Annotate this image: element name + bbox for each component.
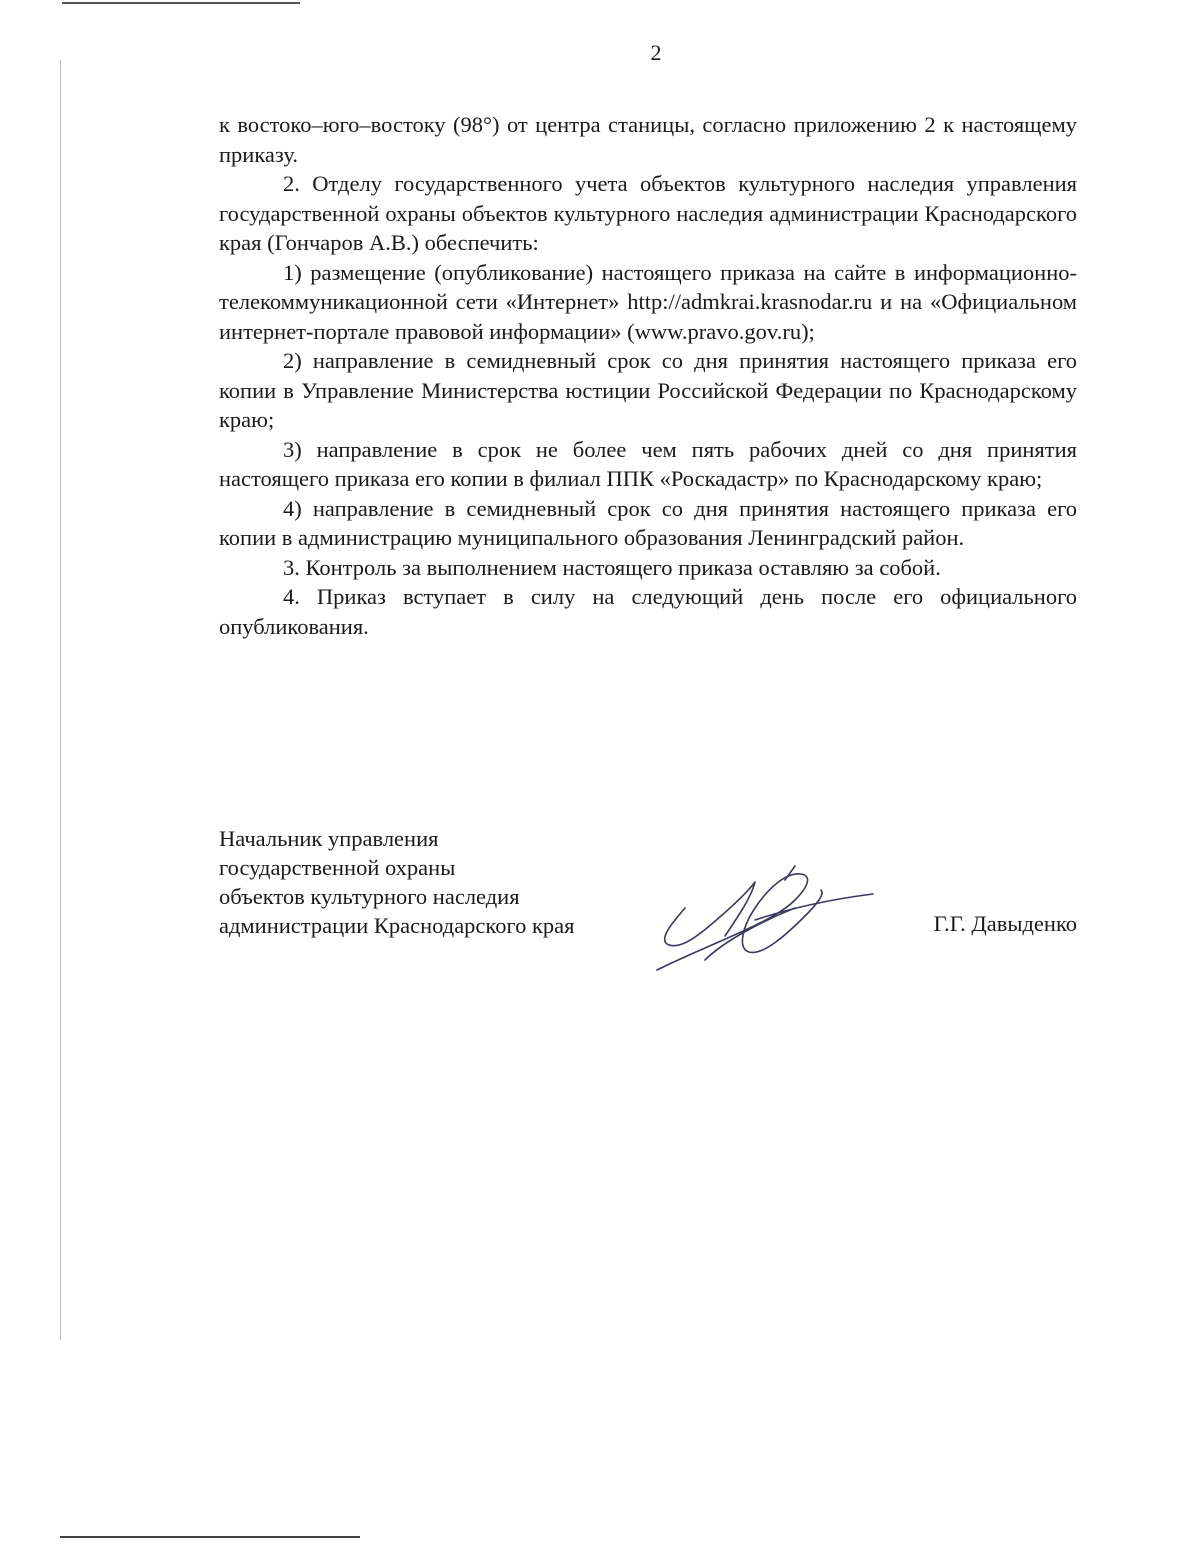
scan-edge-top — [62, 2, 300, 4]
handwritten-signature — [645, 860, 880, 980]
paragraph: 2) направление в семидневный срок со дня принятия настоящего приказа его копии в Управление Министерства юстиции Российской Федерации по Краснодарскому краю; — [219, 348, 1077, 432]
signature-stroke — [785, 866, 795, 880]
paragraph: 4) направление в семидневный срок со дня принятия настоящего приказа его копии в администрацию муниципального образования Ленинградский район. — [219, 495, 1077, 550]
paragraph: к востоко–юго–востоку (98°) от центра станицы, согласно приложению 2 к настоящему приказу. — [219, 112, 1077, 167]
paragraph: 3) направление в срок не более чем пять рабочих дней со дня принятия настоящего приказа его копии в филиал ППК «Роскадастр» по Краснодарскому краю; — [219, 436, 1077, 491]
paragraph: 2. Отделу государственного учета объектов культурного наследия управления государственной охраны объектов культурного наследия администрации Краснодарского края (Гончаров А.В.) обеспечить: — [219, 171, 1077, 255]
signatory-title-line: администрации Краснодарского края — [219, 913, 575, 938]
signatory-title — [219, 824, 575, 940]
paragraph: 1) размещение (опубликование) настоящего приказа на сайте в информационно-телекоммуникационной сети «Интернет» http://admkrai.krasnodar.ru и на «Официальном интернет-портале правовой информации» (www.pravo.gov.ru); — [219, 259, 1077, 344]
paragraph: 4. Приказ вступает в силу на следующий день после его официального опубликования. — [219, 584, 1077, 639]
scan-edge-bottom — [60, 1536, 360, 1538]
signatory-title-line: Начальник управления — [219, 826, 439, 851]
page-number: 2 — [650, 40, 662, 65]
signer-name: Г.Г. Давыденко — [933, 911, 1077, 936]
document-body — [219, 110, 1077, 641]
scan-edge-left — [60, 60, 61, 1340]
signature-stroke — [665, 882, 755, 946]
paragraph: 3. Контроль за выполнением настоящего приказа оставляю за собой. — [283, 554, 941, 580]
signatory-title-line: государственной охраны — [219, 855, 456, 880]
signatory-title-line: объектов культурного наследия — [219, 884, 520, 909]
signature-stroke — [657, 874, 822, 970]
